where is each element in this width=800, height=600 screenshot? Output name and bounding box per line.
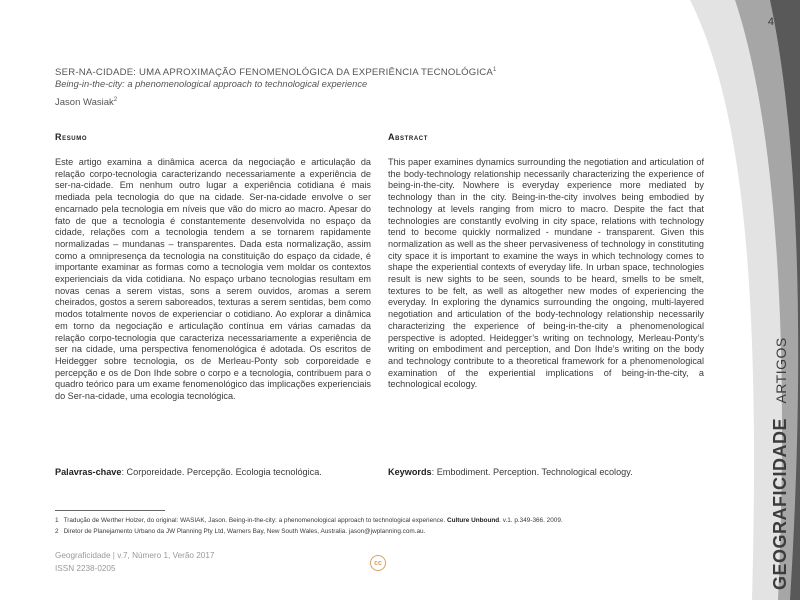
resumo-keywords-label: Palavras-chave [55, 467, 122, 477]
creative-commons-icon[interactable]: cc [370, 555, 386, 571]
author-footnote-mark[interactable]: 2 [113, 97, 118, 103]
author-line [55, 97, 117, 108]
article-title [55, 67, 575, 78]
footnote-divider [55, 510, 165, 511]
journal-citation: Geograficidade | v.7, Número 1, Verão 2017 [55, 551, 215, 560]
title-footnote-mark[interactable]: 1 [493, 67, 497, 73]
footnote-source-title: Culture Unbound [446, 517, 500, 524]
abstract-heading: Abstract [388, 132, 428, 142]
author-name: Jason Wasiak [55, 97, 114, 109]
page-number: 4 [767, 16, 774, 28]
journal-brand-vertical [770, 337, 791, 590]
article-subtitle: Being-in-the-city: a phenomenological approach to technological experience [55, 79, 368, 89]
article-title-text: SER-NA-CIDADE: UMA APROXIMAÇÃO FENOMENOLÓGICA DA EXPERIÊNCIA TECNOLÓGICA [55, 67, 494, 79]
journal-issn: ISSN 2238-0205 [55, 564, 116, 573]
footnote-text: Tradução de Werther Holzer, do original: WASIAK, Jason. Being-in-the-city: a phenomenological approach to technological experience. [63, 517, 447, 524]
journal-info [55, 549, 214, 575]
abstract-body: This paper examines dynamics surrounding the negotiation and articulation of the body-technology relationship necessarily characterizing the experience of being-in-the-city. Nowhere is everyday experience more mediated by technology than in the city. Being-in-the-city involves being embodied by technology at levels ranging from micro to macro. Despite the fact that technologies are constantly evolving in city space, relations with technology tend to become quickly normalized - mundane - transparent. Given this normalization as well as the sheer pervasiveness of technology in constituting city space it is important to examine the ways in which technology comes to shape the experiential contexts of everyday life. In urban space, technologies result is new sights to be seen, sounds to be heard, smells to be smelt, textures to be felt, as well as altogether new modes of experiencing the everyday. In exploring the dynamics surrounding the ongoing, multi-layered negotiation and articulation of the body-technology relationship necessarily characterizing the experience of being-in-the-city a phenomenological perspective is adopted. Heidegger’s writing on technology, Merleau-Ponty’s writing on embodiment and perception, and Don Ihde’s writing on the body and technology contribute to a theoretical framework for a phenomenological examination of the experiential implications of being-in-the-city, a technological ecology. [388, 157, 704, 390]
abstract-keywords-label: Keywords [388, 467, 432, 477]
resumo-heading: Resumo [55, 132, 88, 142]
resumo-keywords-text: : Corporeidade. Percepção. Ecologia tecnológica. [121, 467, 322, 477]
brand-name: GEOGRAFICIDADE [770, 417, 790, 590]
footnote-number: 1 [55, 517, 59, 524]
footnotes [55, 515, 715, 537]
footnote-2 [55, 526, 715, 537]
abstract-keywords [388, 467, 704, 477]
footnote-text-end: . v.1. p.349-366. 2009. [499, 517, 563, 524]
resumo-keywords [55, 467, 371, 477]
resumo-body: Este artigo examina a dinâmica acerca da negociação e articulação da relação corpo-tecnologia caracterizando necessariamente a experiência de ser-na-cidade. Em nenhum outro lugar a experiência cotidiana é mais mediada pela tecnologia do que na cidade. Ser-na-cidade envolve o ser encarnado pela tecnologia em níveis que vão do micro ao macro. Apesar do fato de que a tecnologia é constantemente desenvolvida no espaço da cidade, relações com a tecnologia tendem a se tornarem rapidamente normalizadas – mundanas – transparentes. Dada esta normalização, assim como a omnipresença da tecnologia na constituição do espaço da cidade, é importante examinar as formas como a tecnologia vem moldar os contextos experienciais da vida cotidiana. No espaço urbano tecnologias resultam em novas cenas a serem vistas, sons a serem ouvidos, aromas a serem cheirados, gostos a serem saboreados, texturas a serem sentidas, bem como modos totalmente novos de experienciar o cotidiano. Ao explorar a dinâmica em torno da negociação e articulação contínua em várias camadas da relação corpo-tecnologia que caracteriza necessariamente a experiência de ser na cidade, uma perspectiva fenomenológica é adotada. Os escritos de Heidegger sobre tecnologia, os de Merleau-Ponty sob corporeidade e percepção e os de Don Ihde sobre o corpo e a tecnologia, contribuem para o quadro teórico para um exame fenomenológico das implicações experienciais do Ser-na-cidade, uma ecologia tecnológica. [55, 157, 371, 402]
footnote-1 [55, 515, 715, 526]
footnote-number: 2 [55, 528, 59, 535]
abstract-keywords-text: : Embodiment. Perception. Technological ecology. [431, 467, 633, 477]
section-name: ARTIGOS [773, 337, 789, 404]
footnote-text: Diretor de Planejamento Urbano da JW Planning Pty Ltd, Warners Bay, New South Wales, Australia. jason@jwplanning.com.au. [63, 528, 426, 535]
